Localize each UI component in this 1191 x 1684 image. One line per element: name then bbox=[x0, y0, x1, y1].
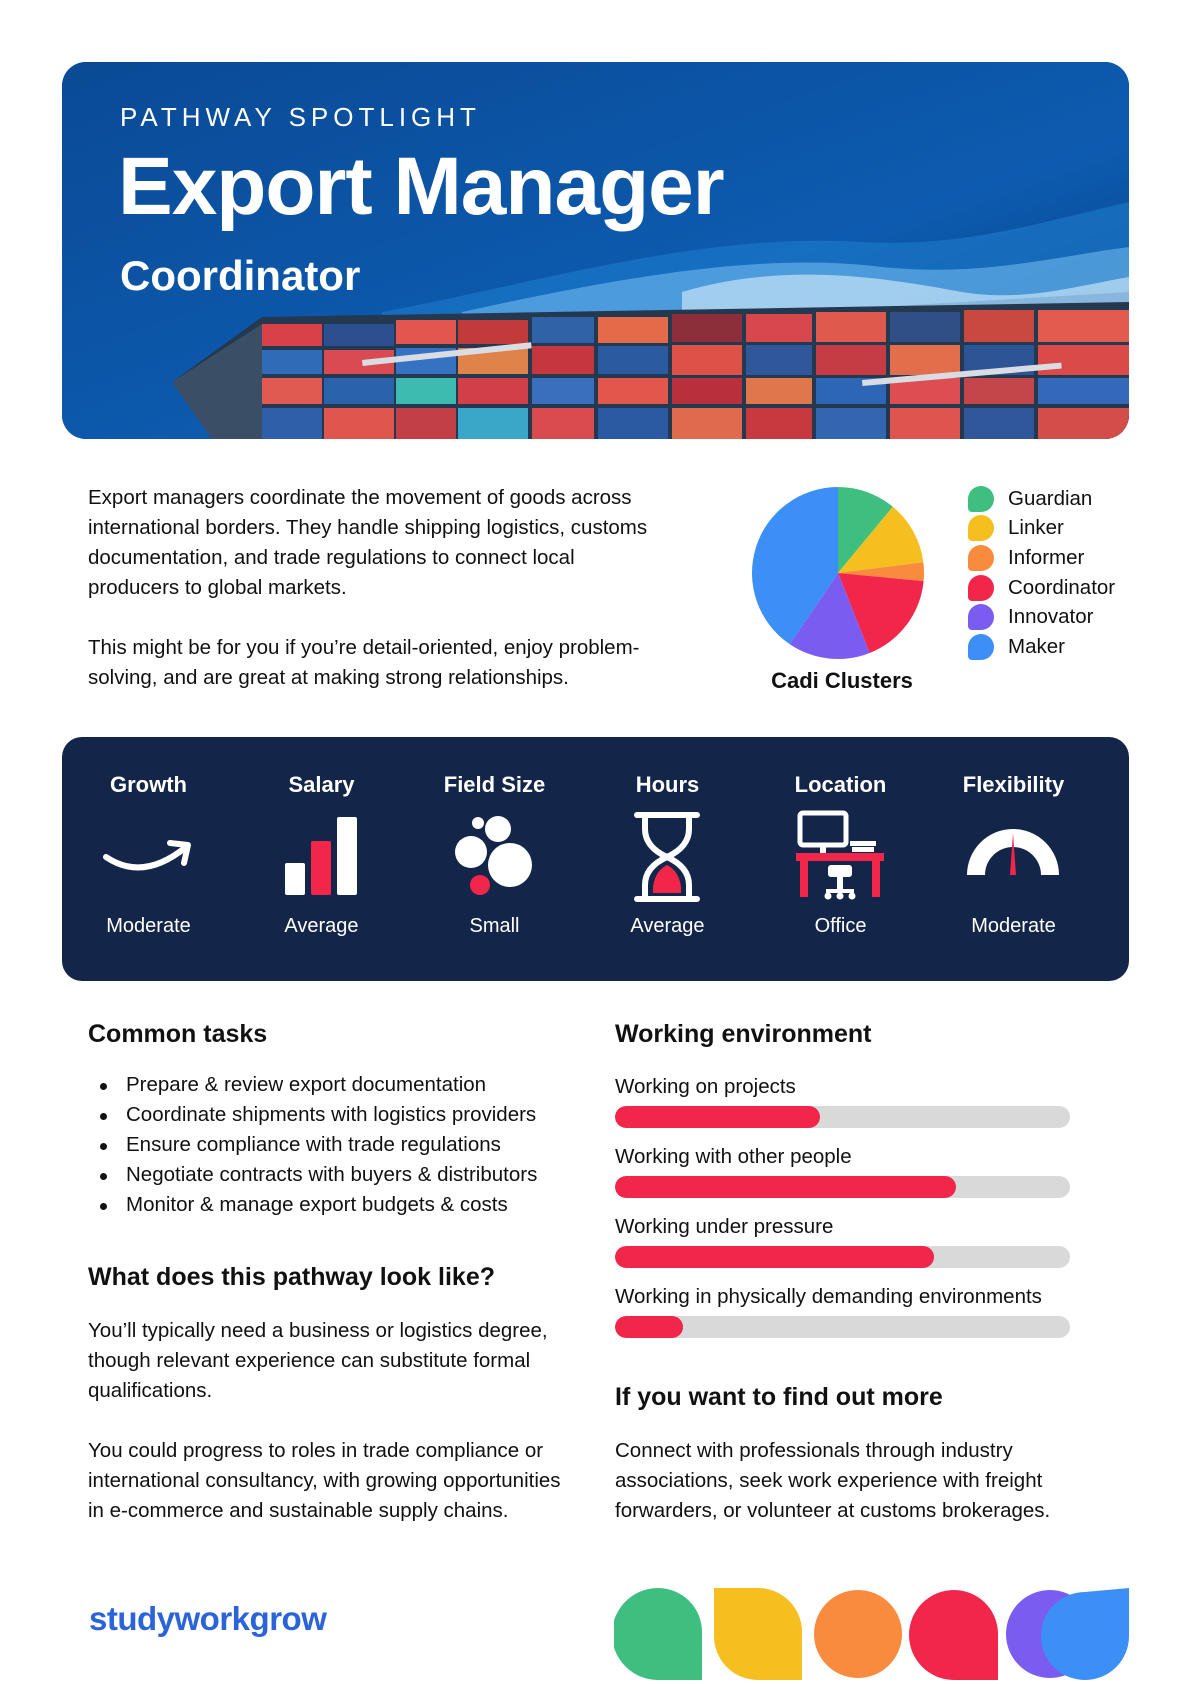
pathway-heading: What does this pathway look like? bbox=[88, 1263, 496, 1291]
stat-label: Salary bbox=[288, 772, 355, 797]
stat-value: Moderate bbox=[106, 915, 191, 937]
bar-label: Working under pressure bbox=[615, 1215, 834, 1238]
legend-label: Innovator bbox=[1008, 605, 1094, 629]
brand-logo: studyworkgrow bbox=[89, 1600, 327, 1637]
coordinator-blob bbox=[909, 1590, 998, 1680]
legend-swatch-innovator bbox=[968, 604, 994, 630]
more-paragraph: Connect with professionals through industry associations, seek work experience with freight forwarders, or volunteer at customs brokerages. bbox=[615, 1439, 1051, 1522]
legend-label: Linker bbox=[1008, 516, 1064, 540]
environment-row bbox=[615, 1283, 1070, 1353]
legend-item bbox=[968, 484, 1115, 514]
bar-track bbox=[615, 1106, 1070, 1128]
tasks-heading: Common tasks bbox=[88, 1020, 268, 1048]
pathway-paragraph-1: You’ll typically need a business or logistics degree, though relevant experience can substitute formal qualifications. bbox=[88, 1319, 548, 1402]
environment-row bbox=[615, 1213, 1070, 1283]
salary-bars-icon bbox=[271, 807, 371, 907]
more-heading: If you want to find out more bbox=[615, 1383, 943, 1411]
bar-label: Working with other people bbox=[615, 1145, 852, 1168]
legend-item bbox=[968, 573, 1115, 603]
list-item: Monitor & manage export budgets & costs bbox=[96, 1190, 537, 1220]
bar-fill bbox=[615, 1106, 820, 1128]
list-item: Coordinate shipments with logistics providers bbox=[96, 1100, 537, 1130]
field-size-bubbles-icon bbox=[444, 807, 544, 907]
linker-blob bbox=[714, 1588, 802, 1680]
bar-fill bbox=[615, 1176, 956, 1198]
legend-label: Informer bbox=[1008, 545, 1085, 569]
stat-label: Flexibility bbox=[962, 772, 1065, 797]
pathway-paragraph-2: You could progress to roles in trade compliance or international consultancy, with growing opportunities in e-commerce and sustainable supply chains. bbox=[88, 1439, 561, 1522]
legend-label: Maker bbox=[1008, 634, 1065, 658]
legend-item bbox=[968, 602, 1115, 632]
bar-track bbox=[615, 1246, 1070, 1268]
bar-track bbox=[615, 1316, 1070, 1338]
cluster-legend bbox=[968, 484, 1115, 662]
environment-bars bbox=[615, 1073, 1070, 1353]
stat-value: Average bbox=[284, 915, 359, 937]
tasks-list bbox=[96, 1070, 537, 1220]
office-desk-icon bbox=[790, 807, 890, 907]
hero-eyebrow: PATHWAY SPOTLIGHT bbox=[120, 102, 481, 132]
guardian-blob bbox=[614, 1588, 702, 1680]
legend-label: Guardian bbox=[1008, 486, 1093, 510]
stat-location bbox=[754, 737, 927, 981]
bar-label: Working on projects bbox=[615, 1075, 796, 1098]
stat-value: Small bbox=[469, 915, 520, 937]
cluster-color-blobs bbox=[614, 1588, 1129, 1684]
hourglass-icon bbox=[617, 807, 717, 907]
stat-flexibility bbox=[927, 737, 1100, 981]
intro-text bbox=[88, 483, 668, 693]
legend-item bbox=[968, 543, 1115, 573]
hero-banner bbox=[62, 62, 1129, 439]
legend-swatch-informer bbox=[968, 545, 994, 571]
stat-field-size bbox=[408, 737, 581, 981]
list-item: Ensure compliance with trade regulations bbox=[96, 1130, 537, 1160]
legend-item bbox=[968, 514, 1115, 544]
legend-item bbox=[968, 632, 1115, 662]
pie-caption: Cadi Clusters bbox=[771, 668, 913, 693]
legend-swatch-guardian bbox=[968, 486, 994, 512]
list-item: Prepare & review export documentation bbox=[96, 1070, 537, 1100]
legend-label: Coordinator bbox=[1008, 575, 1116, 599]
stat-value: Moderate bbox=[971, 915, 1056, 937]
stat-value: Office bbox=[814, 915, 867, 937]
stat-salary bbox=[235, 737, 408, 981]
stat-label: Field Size bbox=[443, 772, 546, 797]
legend-swatch-coordinator bbox=[968, 575, 994, 601]
bar-fill bbox=[615, 1246, 934, 1268]
environment-row bbox=[615, 1143, 1070, 1213]
stat-label: Location bbox=[794, 772, 887, 797]
legend-swatch-maker bbox=[968, 634, 994, 660]
list-item: Negotiate contracts with buyers & distributors bbox=[96, 1160, 537, 1190]
legend-swatch-linker bbox=[968, 515, 994, 541]
page-subtitle: Coordinator bbox=[120, 252, 361, 299]
cadi-clusters-pie-chart bbox=[748, 483, 928, 663]
bar-track bbox=[615, 1176, 1070, 1198]
bar-fill bbox=[615, 1316, 683, 1338]
growth-arrow-icon bbox=[98, 807, 198, 907]
intro-paragraph-2: This might be for you if you’re detail-oriented, enjoy problem-solving, and are great at making strong relationships. bbox=[88, 636, 640, 689]
stat-label: Growth bbox=[110, 772, 187, 797]
bar-label: Working in physically demanding environments bbox=[615, 1285, 1042, 1308]
intro-paragraph-1: Export managers coordinate the movement of goods across international borders. They handle shipping logistics, customs documentation, and trade regulations to connect local producers to global markets. bbox=[88, 486, 648, 599]
gauge-icon bbox=[963, 807, 1063, 907]
environment-heading: Working environment bbox=[615, 1020, 872, 1048]
informer-blob bbox=[814, 1590, 902, 1678]
page-title: Export Manager bbox=[118, 141, 724, 232]
stat-label: Hours bbox=[635, 772, 700, 797]
career-stats-panel bbox=[62, 737, 1129, 981]
stat-value: Average bbox=[630, 915, 705, 937]
stat-hours bbox=[581, 737, 754, 981]
environment-row bbox=[615, 1073, 1070, 1143]
stat-growth bbox=[62, 737, 235, 981]
